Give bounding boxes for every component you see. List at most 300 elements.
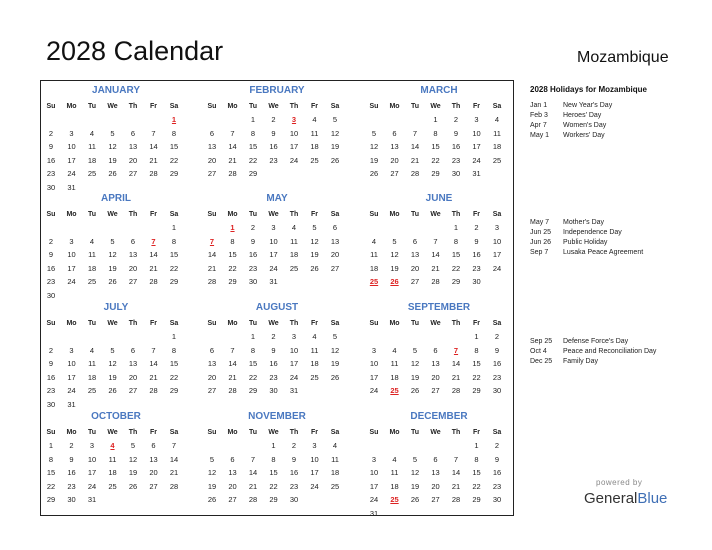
day-cell: 1: [250, 332, 256, 341]
holiday-date: Jun 25: [530, 229, 552, 236]
day-cell: 13: [207, 142, 217, 151]
day-cell: 7: [453, 454, 459, 464]
day-cell: 24: [369, 386, 379, 395]
day-cell: 27: [431, 386, 440, 395]
day-cell: 11: [370, 250, 378, 259]
day-cell: 14: [451, 468, 461, 477]
weekday-header: Tu: [410, 211, 420, 218]
day-cell: 31: [289, 386, 299, 395]
day-cell: 10: [87, 454, 97, 464]
day-cell: 14: [169, 454, 179, 464]
weekday-header: Th: [451, 211, 461, 218]
weekday-header: Sa: [330, 320, 340, 327]
day-cell: 10: [310, 454, 319, 464]
weekday-header: Sa: [169, 211, 179, 218]
day-cell: 18: [390, 372, 399, 382]
weekday-header: Mo: [389, 320, 400, 327]
day-cell: 2: [494, 332, 500, 341]
day-cell: 15: [169, 250, 179, 259]
day-cell: 2: [48, 236, 54, 246]
day-cell: 30: [451, 169, 461, 178]
month-name: JULY: [103, 302, 129, 313]
day-cell: 14: [149, 359, 158, 368]
day-cell: 10: [369, 359, 379, 368]
day-cell: 13: [207, 359, 217, 368]
day-cell: 3: [291, 332, 297, 341]
day-cell: 9: [48, 359, 54, 368]
weekday-header: Mo: [389, 429, 400, 436]
day-cell: 30: [472, 277, 481, 286]
day-cell: 10: [269, 236, 278, 246]
day-cell: 13: [128, 142, 138, 151]
day-cell: 11: [310, 345, 319, 355]
weekday-header: Sa: [492, 320, 502, 327]
day-cell: 6: [130, 236, 136, 246]
weekday-header: Su: [46, 211, 56, 218]
day-cell: 17: [289, 359, 299, 368]
month-name: SEPTEMBER: [407, 302, 471, 313]
page-title: 2028 Calendar: [46, 36, 224, 66]
day-cell: 15: [472, 359, 481, 368]
day-cell: 15: [46, 468, 56, 477]
day-cell: 22: [169, 155, 179, 165]
day-cell: 8: [48, 454, 54, 464]
day-cell: 16: [492, 359, 502, 368]
month-name: MAY: [266, 193, 288, 204]
weekday-header: Mo: [389, 103, 400, 110]
day-cell: 22: [248, 155, 258, 165]
day-cell: 11: [493, 128, 501, 138]
day-cell: 26: [128, 481, 138, 491]
holiday-name: Mother's Day: [563, 219, 605, 226]
day-cell: 3: [371, 454, 377, 464]
day-cell: 29: [169, 386, 179, 395]
day-cell: 20: [128, 263, 138, 273]
weekday-header: Fr: [150, 429, 157, 436]
day-cell: 2: [48, 345, 54, 355]
day-cell: 16: [269, 359, 278, 368]
weekday-header: We: [430, 429, 441, 436]
weekday-header: Fr: [311, 429, 318, 436]
day-cell: 11: [331, 454, 339, 464]
day-cell: 7: [151, 345, 156, 355]
day-cell: 1: [453, 223, 459, 232]
day-cell: 20: [149, 468, 158, 477]
weekday-header: Th: [128, 103, 138, 110]
day-cell: 30: [248, 277, 258, 286]
day-cell: 11: [88, 142, 96, 151]
weekday-header: We: [107, 429, 118, 436]
weekday-header: Su: [207, 103, 217, 110]
day-cell: 16: [248, 250, 258, 259]
day-cell: 6: [130, 345, 136, 355]
day-cell: 10: [492, 236, 502, 246]
day-cell: 29: [451, 277, 461, 286]
day-cell: 12: [108, 359, 117, 368]
day-cell: 16: [46, 263, 56, 273]
day-cell: 5: [412, 345, 418, 355]
day-cell: 11: [390, 359, 399, 368]
brand-logo[interactable]: [584, 489, 667, 509]
day-cell: 20: [330, 250, 340, 259]
day-cell: 29: [169, 169, 179, 178]
holiday-date: Sep 25: [530, 338, 553, 345]
day-cell: 18: [330, 468, 340, 477]
day-cell: 4: [371, 236, 377, 246]
day-cell: 17: [369, 481, 379, 491]
day-cell: 14: [410, 142, 420, 151]
day-cell: 26: [330, 372, 340, 382]
day-cell: 28: [149, 169, 158, 178]
day-cell: 25: [87, 169, 97, 178]
day-cell: 17: [67, 155, 76, 165]
day-cell: 23: [46, 277, 56, 286]
weekday-header: Mo: [389, 211, 400, 218]
day-cell: 11: [310, 128, 319, 138]
day-cell: 2: [250, 223, 256, 232]
day-cell: 28: [228, 169, 237, 178]
day-cell: 22: [169, 263, 179, 273]
day-cell: 27: [207, 169, 217, 178]
weekday-header: Sa: [169, 103, 179, 110]
day-cell: 20: [431, 481, 440, 491]
day-cell: 13: [431, 359, 440, 368]
day-cell: 17: [369, 372, 379, 382]
day-cell: 14: [149, 250, 158, 259]
day-cell: 29: [269, 495, 278, 504]
day-cell: 21: [248, 481, 258, 491]
month-name: JUNE: [425, 193, 453, 204]
day-cell: 24: [67, 277, 76, 286]
day-cell: 13: [128, 359, 138, 368]
day-cell: 9: [453, 128, 459, 138]
day-cell: 31: [87, 495, 97, 504]
day-cell: 6: [230, 454, 235, 464]
day-cell: 24: [87, 481, 97, 491]
weekday-header: Mo: [66, 429, 77, 436]
day-cell: 12: [410, 359, 420, 368]
weekday-header: Su: [369, 320, 379, 327]
day-cell: 27: [431, 495, 440, 504]
day-cell: 1: [433, 115, 438, 124]
day-cell: 15: [248, 359, 258, 368]
day-cell: 11: [290, 236, 298, 246]
day-cell: 9: [69, 454, 74, 464]
day-cell: 8: [250, 128, 256, 138]
weekday-header: Fr: [150, 320, 157, 327]
day-cell: 17: [67, 372, 76, 382]
day-cell: 26: [207, 495, 217, 504]
day-cell: 25: [390, 386, 399, 395]
day-cell: 15: [431, 142, 440, 151]
day-cell: 7: [209, 236, 215, 246]
day-cell: 26: [369, 169, 379, 178]
weekday-header: Tu: [248, 429, 258, 436]
day-cell: 29: [472, 386, 481, 395]
day-cell: 13: [431, 468, 440, 477]
weekday-header: Tu: [87, 211, 97, 218]
day-cell: 8: [453, 236, 459, 246]
day-cell: 4: [392, 345, 397, 355]
day-cell: 6: [209, 345, 215, 355]
day-cell: 21: [228, 372, 237, 382]
weekday-header: Sa: [330, 429, 340, 436]
weekday-header: Su: [46, 103, 56, 110]
holiday-name: Workers' Day: [563, 132, 605, 139]
holiday-date: Dec 25: [530, 358, 553, 365]
weekday-header: Th: [451, 103, 461, 110]
holiday-date: May 7: [530, 219, 550, 226]
day-cell: 30: [289, 495, 299, 504]
day-cell: 3: [474, 115, 479, 124]
day-cell: 23: [248, 263, 258, 273]
day-cell: 19: [108, 372, 117, 382]
holiday-name: Family Day: [563, 358, 599, 365]
day-cell: 8: [171, 128, 177, 138]
day-cell: 3: [371, 345, 377, 355]
weekday-header: Sa: [330, 103, 340, 110]
day-cell: 9: [48, 142, 54, 151]
day-cell: 29: [169, 277, 179, 286]
day-cell: 10: [67, 142, 76, 151]
day-cell: 1: [48, 441, 54, 450]
weekday-header: Mo: [66, 211, 77, 218]
day-cell: 18: [87, 155, 97, 165]
day-cell: 8: [433, 128, 438, 138]
day-cell: 26: [108, 277, 117, 286]
day-cell: 28: [431, 277, 440, 286]
day-cell: 27: [128, 277, 138, 286]
day-cell: 5: [110, 128, 115, 138]
day-cell: 21: [169, 468, 179, 477]
day-cell: 24: [289, 155, 299, 165]
day-cell: 18: [87, 263, 97, 273]
month-name: APRIL: [101, 193, 131, 204]
day-cell: 31: [472, 169, 481, 178]
weekday-header: Su: [207, 429, 217, 436]
weekday-header: Su: [369, 429, 379, 436]
day-cell: 19: [390, 263, 399, 273]
weekday-header: Tu: [87, 429, 97, 436]
day-cell: 15: [248, 142, 258, 151]
day-cell: 3: [69, 345, 74, 355]
day-cell: 27: [228, 495, 237, 504]
day-cell: 14: [149, 142, 158, 151]
day-cell: 31: [369, 508, 379, 518]
holiday-name: Lusaka Peace Agreement: [563, 249, 644, 256]
weekday-header: Fr: [473, 320, 480, 327]
day-cell: 23: [46, 169, 56, 178]
day-cell: 19: [369, 155, 379, 165]
day-cell: 17: [472, 142, 481, 151]
weekday-header: Tu: [87, 320, 97, 327]
day-cell: 13: [228, 468, 237, 477]
weekday-header: Sa: [169, 320, 179, 327]
powered-by: powered by: [596, 478, 643, 487]
day-cell: 27: [330, 263, 340, 273]
day-cell: 7: [151, 236, 156, 246]
weekday-header: We: [268, 103, 279, 110]
day-cell: 30: [492, 386, 502, 395]
day-cell: 16: [46, 372, 56, 382]
day-cell: 1: [250, 115, 256, 124]
holiday-name: Defense Force's Day: [563, 338, 629, 345]
weekday-header: Sa: [492, 429, 502, 436]
day-cell: 13: [149, 454, 158, 464]
day-cell: 30: [46, 290, 56, 300]
day-cell: 2: [474, 223, 479, 232]
weekday-header: We: [107, 211, 118, 218]
day-cell: 23: [492, 372, 502, 382]
weekday-header: Tu: [87, 103, 97, 110]
day-cell: 6: [433, 345, 438, 355]
day-cell: 31: [269, 277, 278, 286]
weekday-header: We: [430, 103, 441, 110]
day-cell: 27: [149, 481, 158, 491]
day-cell: 10: [67, 359, 76, 368]
day-cell: 7: [250, 454, 256, 464]
day-cell: 23: [492, 481, 502, 491]
day-cell: 10: [472, 128, 481, 138]
day-cell: 22: [472, 372, 481, 382]
day-cell: 14: [248, 468, 258, 477]
weekday-header: Su: [207, 211, 217, 218]
day-cell: 19: [410, 372, 420, 382]
day-cell: 30: [46, 182, 56, 192]
day-cell: 25: [492, 155, 502, 165]
day-cell: 4: [291, 223, 297, 232]
month-name: OCTOBER: [91, 411, 141, 422]
holiday-name: Peace and Reconciliation Day: [563, 348, 657, 355]
day-cell: 24: [310, 481, 319, 491]
weekday-header: We: [268, 211, 279, 218]
weekday-header: Su: [369, 211, 379, 218]
day-cell: 3: [69, 128, 74, 138]
holiday-name: Independence Day: [563, 229, 622, 236]
day-cell: 28: [228, 386, 237, 395]
weekday-header: Th: [289, 103, 299, 110]
day-cell: 10: [289, 128, 299, 138]
day-cell: 12: [369, 142, 379, 151]
day-cell: 5: [412, 454, 418, 464]
month-name: FEBRUARY: [249, 85, 305, 96]
day-cell: 20: [431, 372, 440, 382]
month-name: JANUARY: [92, 85, 140, 96]
day-cell: 1: [271, 441, 276, 450]
holiday-name: Public Holiday: [563, 239, 608, 246]
day-cell: 3: [271, 223, 276, 232]
day-cell: 14: [207, 250, 217, 259]
day-cell: 7: [171, 441, 177, 450]
day-cell: 19: [128, 468, 138, 477]
weekday-header: Mo: [227, 429, 238, 436]
day-cell: 28: [248, 495, 258, 504]
day-cell: 31: [67, 399, 76, 409]
day-cell: 3: [494, 223, 500, 232]
day-cell: 28: [451, 495, 461, 504]
day-cell: 16: [269, 142, 278, 151]
day-cell: 21: [228, 155, 237, 165]
day-cell: 15: [451, 250, 461, 259]
day-cell: 13: [410, 250, 420, 259]
day-cell: 2: [69, 441, 74, 450]
day-cell: 7: [412, 128, 418, 138]
day-cell: 2: [48, 128, 54, 138]
day-cell: 7: [230, 128, 235, 138]
day-cell: 9: [494, 454, 500, 464]
day-cell: 30: [269, 386, 278, 395]
day-cell: 22: [451, 263, 461, 273]
holiday-date: Apr 7: [530, 122, 547, 129]
weekday-header: Mo: [227, 320, 238, 327]
day-cell: 2: [494, 441, 500, 450]
day-cell: 9: [474, 236, 479, 246]
day-cell: 7: [433, 236, 438, 246]
day-cell: 25: [330, 481, 340, 491]
weekday-header: Tu: [410, 320, 420, 327]
day-cell: 27: [128, 386, 138, 395]
day-cell: 20: [207, 155, 217, 165]
day-cell: 1: [171, 223, 177, 232]
day-cell: 6: [433, 454, 438, 464]
day-cell: 26: [410, 495, 420, 504]
day-cell: 5: [371, 128, 377, 138]
holiday-date: Sep 7: [530, 249, 549, 256]
day-cell: 30: [46, 399, 56, 409]
weekday-header: Fr: [311, 211, 318, 218]
day-cell: 19: [108, 155, 117, 165]
weekday-header: Mo: [66, 103, 77, 110]
day-cell: 7: [151, 128, 156, 138]
holiday-name: Women's Day: [563, 122, 607, 129]
day-cell: 13: [390, 142, 399, 151]
country-name: Mozambique: [577, 49, 669, 66]
weekday-header: Su: [369, 103, 379, 110]
day-cell: 9: [250, 236, 256, 246]
day-cell: 24: [269, 263, 278, 273]
day-cell: 4: [312, 115, 317, 124]
weekday-header: Sa: [169, 429, 179, 436]
day-cell: 15: [169, 359, 179, 368]
day-cell: 6: [209, 128, 215, 138]
day-cell: 1: [474, 441, 479, 450]
day-cell: 12: [207, 468, 217, 477]
day-cell: 21: [451, 481, 461, 491]
day-cell: 25: [390, 495, 399, 504]
day-cell: 9: [271, 128, 276, 138]
day-cell: 20: [410, 263, 420, 273]
day-cell: 11: [108, 454, 117, 464]
day-cell: 26: [390, 277, 399, 286]
day-cell: 8: [271, 454, 276, 464]
day-cell: 20: [207, 372, 217, 382]
day-cell: 9: [48, 250, 54, 259]
day-cell: 2: [453, 115, 459, 124]
day-cell: 12: [330, 128, 340, 138]
day-cell: 28: [169, 481, 179, 491]
month-name: MARCH: [420, 85, 458, 96]
weekday-header: Sa: [492, 211, 502, 218]
day-cell: 18: [492, 142, 502, 151]
day-cell: 8: [171, 345, 177, 355]
day-cell: 20: [128, 155, 138, 165]
day-cell: 24: [492, 263, 502, 273]
day-cell: 25: [310, 372, 319, 382]
day-cell: 4: [110, 441, 115, 450]
day-cell: 26: [108, 169, 117, 178]
day-cell: 22: [269, 481, 278, 491]
day-cell: 3: [69, 236, 74, 246]
